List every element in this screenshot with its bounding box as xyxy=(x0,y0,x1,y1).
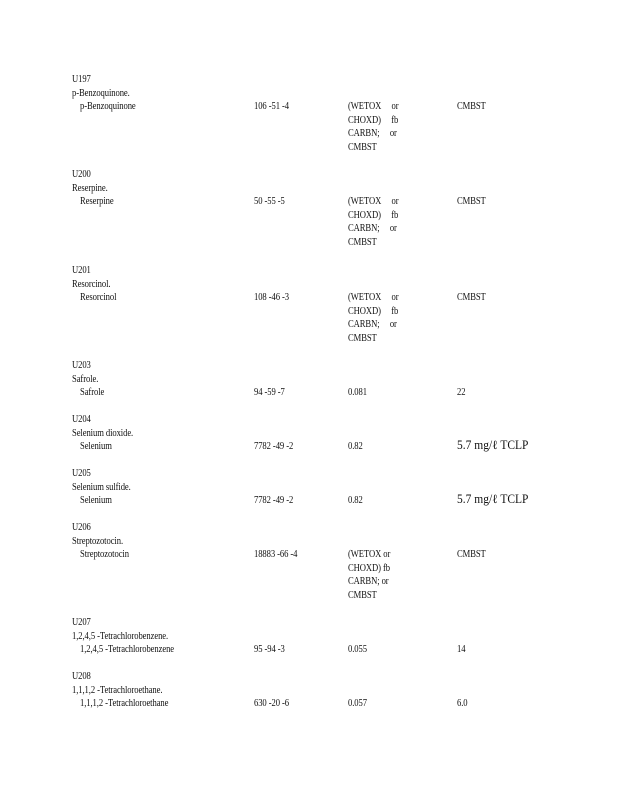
wastewater-standard: 0.82 xyxy=(348,495,363,506)
nonwastewater-standard: 5.7 mg/ℓ TCLP xyxy=(457,438,529,452)
waste-description: Selenium sulfide. xyxy=(72,481,131,493)
cas-number: 7782 -49 -2 xyxy=(254,495,294,506)
waste-code: U206 xyxy=(72,522,91,533)
waste-code: U197 xyxy=(72,74,91,85)
waste-code: U204 xyxy=(72,414,91,425)
waste-description: Selenium dioxide. xyxy=(72,427,134,439)
waste-description: Resorcinol. xyxy=(72,278,111,290)
wastewater-standard: (WETOX or CHOXD) fb CARBN; or CMBST xyxy=(348,292,399,344)
regulated-constituent: Selenium xyxy=(80,441,112,452)
waste-code: U205 xyxy=(72,468,91,479)
nonwastewater-standard: 5.7 mg/ℓ TCLP xyxy=(457,492,529,506)
wastewater-standard: 0.057 xyxy=(348,698,367,709)
waste-code: U207 xyxy=(72,617,91,628)
wastewater-standard: 0.82 xyxy=(348,441,363,452)
waste-code: U203 xyxy=(72,360,91,371)
waste-code: U208 xyxy=(72,671,91,682)
nonwastewater-standard: CMBST xyxy=(457,549,486,560)
regulated-constituent: Reserpine xyxy=(80,196,114,207)
cas-number: 7782 -49 -2 xyxy=(254,441,294,452)
cas-number: 630 -20 -6 xyxy=(254,698,289,709)
regulated-constituent: Resorcinol xyxy=(80,292,117,303)
wastewater-standard: (WETOX or CHOXD) fb CARBN; or CMBST xyxy=(348,549,391,601)
wastewater-standard: (WETOX or CHOXD) fb CARBN; or CMBST xyxy=(348,196,399,248)
waste-code: U201 xyxy=(72,265,91,276)
cas-number: 106 -51 -4 xyxy=(254,101,289,112)
regulated-constituent: 1,1,1,2 -Tetrachloroethane xyxy=(80,698,169,709)
cas-number: 108 -46 -3 xyxy=(254,292,289,303)
waste-description: 1,1,1,2 -Tetrachloroethane. xyxy=(72,684,163,696)
regulated-constituent: Selenium xyxy=(80,495,112,506)
wastewater-standard: (WETOX or CHOXD) fb CARBN; or CMBST xyxy=(348,101,399,153)
nonwastewater-standard: CMBST xyxy=(457,196,486,207)
waste-description: 1,2,4,5 -Tetrachlorobenzene. xyxy=(72,630,169,642)
regulated-constituent: 1,2,4,5 -Tetrachlorobenzene xyxy=(80,644,175,655)
cas-number: 95 -94 -3 xyxy=(254,644,285,655)
waste-description: p-Benzoquinone. xyxy=(72,87,130,99)
waste-description: Reserpine. xyxy=(72,182,108,194)
waste-description: Streptozotocin. xyxy=(72,535,124,547)
regulated-constituent: p-Benzoquinone xyxy=(80,101,136,112)
nonwastewater-standard: CMBST xyxy=(457,101,486,112)
cas-number: 94 -59 -7 xyxy=(254,387,285,398)
nonwastewater-standard: 6.0 xyxy=(457,698,468,709)
waste-description: Safrole. xyxy=(72,373,99,385)
wastewater-standard: 0.081 xyxy=(348,387,367,398)
regulated-constituent: Streptozotocin xyxy=(80,549,129,560)
cas-number: 18883 -66 -4 xyxy=(254,549,298,560)
wastewater-standard: 0.055 xyxy=(348,644,367,655)
nonwastewater-standard: 14 xyxy=(457,644,466,655)
regulated-constituent: Safrole xyxy=(80,387,105,398)
nonwastewater-standard: CMBST xyxy=(457,292,486,303)
nonwastewater-standard: 22 xyxy=(457,387,466,398)
waste-code: U200 xyxy=(72,169,91,180)
cas-number: 50 -55 -5 xyxy=(254,196,285,207)
